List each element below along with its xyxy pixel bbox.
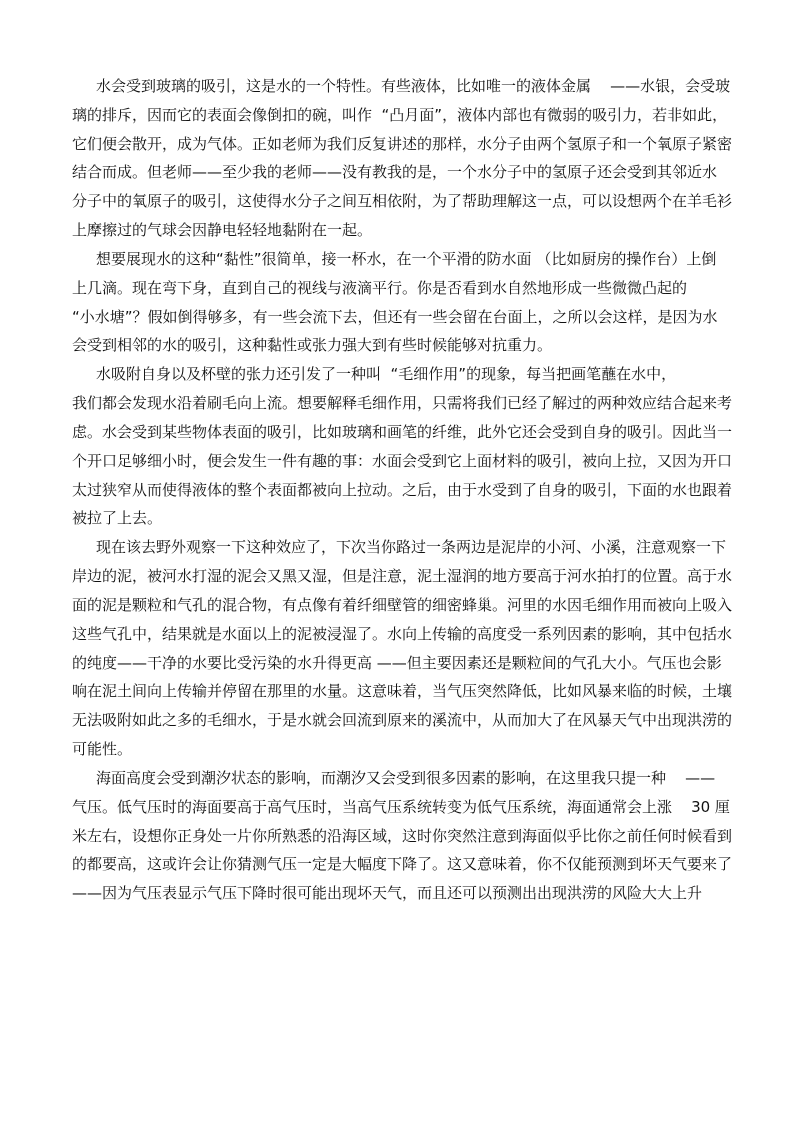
- text-line: 结合而成。但老师——至少我的老师——没有教我的是，一个水分子中的氢原子还会受到其邻近水: [72, 163, 718, 182]
- text-line: 想要展现水的这种“黏性”很简单，接一杯水，在一个平滑的防水面 （比如厨房的操作台）上倒: [96, 249, 717, 268]
- text-line: 它们便会散开，成为气体。正如老师为我们反复讲述的那样，水分子由两个氢原子和一个氧原子紧密: [72, 134, 733, 153]
- text-line: 的纯度——干净的水要比受污染的水升得更高 ——但主要因素还是颗粒间的气孔大小。气压也会影: [72, 653, 722, 672]
- text-line: 海面高度会受到潮汐状态的影响，而潮汐又会受到很多因素的影响，在这里我只提一种 ——: [96, 768, 716, 787]
- text-line: 无法吸附如此之多的毛细水，于是水就会回流到原来的溪流中，从而加大了在风暴天气中出现洪涝的: [72, 711, 733, 730]
- text-line: 水会受到玻璃的吸引，这是水的一个特性。有些液体，比如唯一的液体金属 ——水银，会受玻: [96, 77, 731, 95]
- text-line: 璃的排斥，因而它的表面会像倒扣的碗，叫作 “凸月面”，液体内部也有微弱的吸引力，若非如此，: [72, 105, 728, 124]
- text-line: 岸边的泥，被河水打湿的泥会又黑又湿，但是注意，泥土湿润的地方要高于河水拍打的位置。高于水: [72, 567, 733, 586]
- text-line: 会受到相邻的水的吸引，这种黏性或张力强大到有些时候能够对抗重力。: [72, 336, 553, 355]
- text-line: 米左右，设想你正身处一片你所熟悉的沿海区域，这时你突然注意到海面似乎比你之前任何时候看到: [72, 826, 733, 845]
- text-line: 虑。水会受到某些物体表面的吸引，比如玻璃和画笔的纤维，此外它还会受到自身的吸引。因此当一: [72, 422, 733, 441]
- text-line: 个开口足够细小时，便会发生一件有趣的事：水面会受到它上面材料的吸引，被向上拉，又因为开口: [72, 451, 733, 470]
- text-line: 可能性。: [72, 740, 133, 759]
- text-line: 现在该去野外观察一下这种效应了，下次当你路过一条两边是泥岸的小河、小溪，注意观察一下: [96, 538, 727, 557]
- text-line: 上几滴。现在弯下身，直到自己的视线与液滴平行。你是否看到水自然地形成一些微微凸起的: [72, 278, 688, 297]
- text-line: 响在泥土间向上传输并停留在那里的水量。这意味着，当气压突然降低，比如风暴来临的时候，土壤: [72, 682, 733, 701]
- text-line: 上摩擦过的气球会因静电轻轻地黏附在一起。: [72, 221, 373, 240]
- text-line: 太过狭窄从而使得液体的整个表面都被向上拉动。之后，由于水受到了自身的吸引，下面的水也跟着: [72, 480, 733, 499]
- text-line: 的都要高，这或许会让你猜测气压一定是大幅度下降了。这又意味着，你不仅能预测到坏天气要来了: [72, 855, 733, 874]
- text-line: 水吸附自身以及杯壁的张力还引发了一种叫 “毛细作用”的现象，每当把画笔蘸在水中，: [96, 365, 677, 384]
- text-line: 这些气孔中，结果就是水面以上的泥被浸湿了。水向上传输的高度受一系列因素的影响，其中包括水: [72, 624, 733, 643]
- text-line: 分子中的氧原子的吸引，这使得水分子之间互相依附，为了帮助理解这一点，可以设想两个在羊毛衫: [72, 192, 733, 211]
- text-line: 我们都会发现水沿着刷毛向上流。想要解释毛细作用，只需将我们已经了解过的两种效应结合起来考: [72, 394, 733, 413]
- text-line: “小水塘”？假如倒得够多，有一些会流下去，但还有一些会留在台面上，之所以会这样，是因为水: [72, 307, 718, 326]
- text-line: 气压。低气压时的海面要高于高气压时，当高气压系统转变为低气压系统，海面通常会上涨 30 厘: [72, 797, 730, 816]
- text-line: ——因为气压表显示气压下降时很可能出现坏天气，而且还可以预测出出现洪涝的风险大大上升: [72, 884, 703, 903]
- text-line: 被拉了上去。: [72, 509, 163, 528]
- text-line: 面的泥是颗粒和气孔的混合物，有点像有着纤细壁管的细密蜂巢。河里的水因毛细作用而被向上吸入: [72, 595, 733, 614]
